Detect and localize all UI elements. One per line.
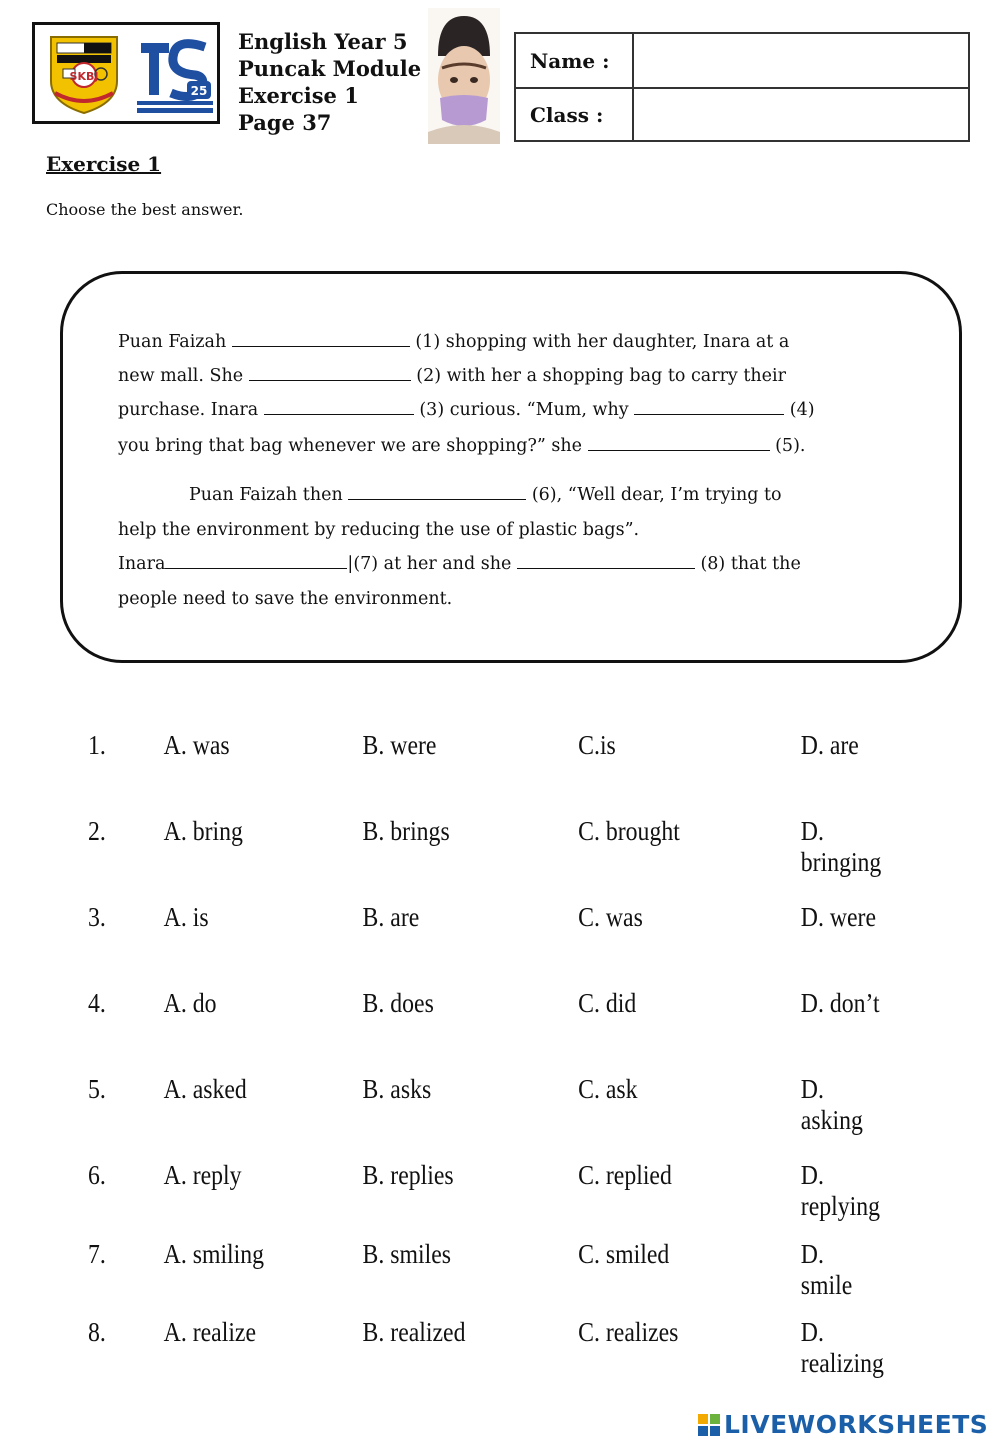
option-c[interactable]: C. realizes	[578, 1317, 679, 1347]
option-a[interactable]: A. bring	[163, 816, 243, 846]
subject-title: English Year 5	[238, 29, 408, 54]
option-a[interactable]: A. asked	[163, 1074, 247, 1104]
question-row	[0, 1160, 880, 1221]
student-info-table	[514, 32, 970, 142]
blank-5[interactable]	[588, 436, 770, 451]
ts-badge-text: 25	[190, 84, 208, 98]
option-a[interactable]: A. smiling	[163, 1239, 265, 1269]
name-label: Name :	[516, 34, 634, 87]
question-row	[0, 1074, 880, 1135]
option-c[interactable]: C.is	[578, 730, 616, 760]
question-row	[0, 816, 882, 877]
option-a[interactable]: A. do	[163, 988, 217, 1018]
blank-7[interactable]	[165, 554, 347, 569]
class-input[interactable]	[636, 88, 968, 143]
class-label: Class :	[516, 88, 634, 141]
question-number: 2.	[88, 816, 106, 846]
exercise-title: Exercise 1	[46, 152, 162, 176]
crest-text: SKBJ	[69, 70, 99, 83]
instruction-text: Choose the best answer.	[46, 200, 244, 219]
class-row	[516, 88, 968, 141]
passage-line-7: Inara |(7) at her and she (8) that the	[118, 554, 801, 574]
blank-8[interactable]	[517, 554, 695, 569]
option-d[interactable]: D. realizing	[800, 1317, 884, 1378]
question-number: 4.	[88, 988, 106, 1018]
option-a[interactable]: A. is	[163, 902, 209, 932]
option-a[interactable]: A. was	[163, 730, 230, 760]
option-b[interactable]: B. asks	[362, 1074, 432, 1104]
option-d[interactable]: D. are	[800, 730, 859, 760]
option-d[interactable]: D. asking	[800, 1074, 863, 1135]
blank-4[interactable]	[634, 400, 784, 415]
passage-line-5: Puan Faizah then (6), “Well dear, I’m trying to	[189, 485, 782, 505]
passage-box	[60, 271, 962, 663]
question-row	[0, 988, 880, 1028]
blank-6[interactable]	[348, 485, 526, 500]
page-number: Page 37	[238, 110, 332, 135]
option-b[interactable]: B. are	[362, 902, 420, 932]
passage-line-1: Puan Faizah (1) shopping with her daughter, Inara at a	[118, 332, 790, 352]
worksheet-header	[238, 28, 421, 136]
question-number: 5.	[88, 1074, 106, 1104]
option-b[interactable]: B. does	[362, 988, 434, 1018]
liveworksheets-brand-text: LIVEWORKSHEETS	[724, 1410, 989, 1439]
option-b[interactable]: B. were	[362, 730, 437, 760]
question-number: 1.	[88, 730, 106, 760]
option-c[interactable]: C. ask	[578, 1074, 638, 1104]
school-logo-box	[32, 22, 220, 124]
question-number: 6.	[88, 1160, 106, 1190]
option-c[interactable]: C. brought	[578, 816, 680, 846]
question-number: 3.	[88, 902, 106, 932]
question-number: 8.	[88, 1317, 106, 1347]
question-row	[0, 730, 880, 770]
liveworksheets-grid-icon	[698, 1414, 720, 1436]
option-b[interactable]: B. smiles	[362, 1239, 452, 1269]
school-crest-icon	[45, 33, 123, 115]
option-d[interactable]: D. bringing	[800, 816, 882, 877]
passage-line-3: purchase. Inara (3) curious. “Mum, why (4)	[118, 400, 815, 420]
name-input[interactable]	[636, 34, 968, 89]
name-row	[516, 34, 968, 89]
option-c[interactable]: C. replied	[578, 1160, 672, 1190]
option-b[interactable]: B. realized	[362, 1317, 466, 1347]
option-a[interactable]: A. realize	[163, 1317, 257, 1347]
option-c[interactable]: C. smiled	[578, 1239, 670, 1269]
ts25-logo-icon	[135, 33, 215, 115]
option-d[interactable]: D. smile	[800, 1239, 853, 1300]
passage-line-6: help the environment by reducing the use of plastic bags”.	[118, 520, 640, 540]
passage-line-2: new mall. She (2) with her a shopping bag to carry their	[118, 366, 787, 386]
option-d[interactable]: D. don’t	[800, 988, 880, 1018]
question-row	[0, 902, 880, 942]
blank-2[interactable]	[249, 366, 411, 381]
option-c[interactable]: C. did	[578, 988, 637, 1018]
option-a[interactable]: A. reply	[163, 1160, 242, 1190]
question-number: 7.	[88, 1239, 106, 1269]
masked-person-portrait-icon	[428, 8, 500, 144]
exercise-label: Exercise 1	[238, 83, 359, 108]
liveworksheets-logo	[698, 1410, 988, 1439]
blank-3[interactable]	[264, 400, 414, 415]
question-row	[0, 1239, 880, 1300]
passage-line-4: you bring that bag whenever we are shopping?” she (5).	[118, 436, 806, 456]
option-b[interactable]: B. replies	[362, 1160, 454, 1190]
passage-line-8: people need to save the environment.	[118, 589, 453, 609]
blank-1[interactable]	[232, 332, 410, 347]
module-title: Puncak Module	[238, 56, 422, 81]
option-d[interactable]: D. were	[800, 902, 877, 932]
option-b[interactable]: B. brings	[362, 816, 450, 846]
option-d[interactable]: D. replying	[800, 1160, 880, 1221]
option-c[interactable]: C. was	[578, 902, 643, 932]
question-row	[0, 1317, 884, 1378]
